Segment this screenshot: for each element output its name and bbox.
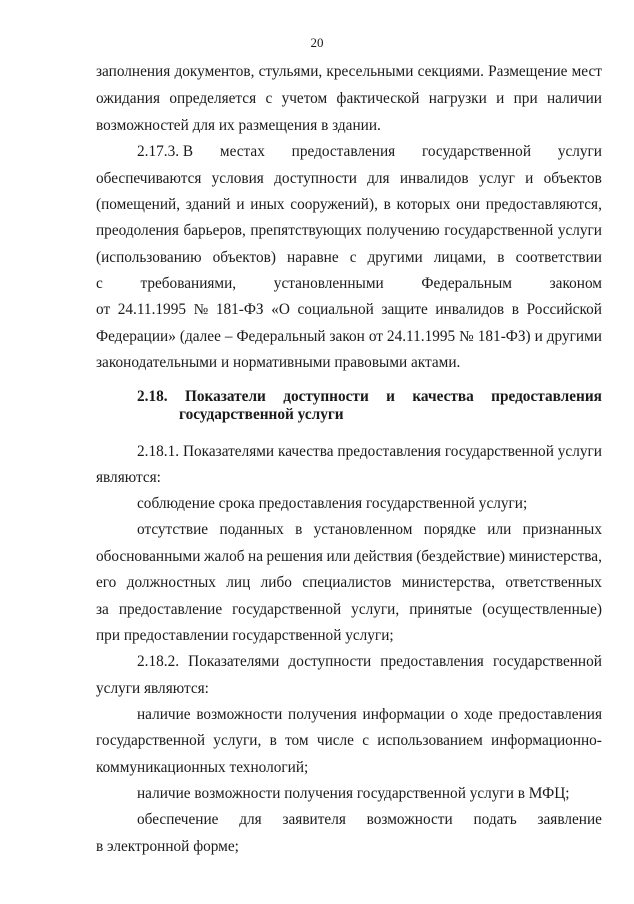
word: действия <box>353 548 413 565</box>
text-line <box>96 731 602 751</box>
word: том <box>285 732 309 749</box>
text-line <box>96 62 602 82</box>
text-line-justified <box>96 274 602 294</box>
word: с <box>265 90 273 107</box>
word: требованиями, <box>140 275 237 292</box>
word: в <box>295 521 303 538</box>
word: «О <box>271 301 290 318</box>
word: государственной <box>444 443 554 460</box>
word: законом <box>549 275 602 292</box>
word: № <box>459 328 474 345</box>
word: министерства, <box>508 548 602 565</box>
word: и <box>534 328 543 345</box>
word: поданных <box>219 521 284 538</box>
word: в <box>269 732 277 749</box>
word: соответствии <box>515 249 602 266</box>
word: (далее <box>179 328 221 345</box>
word: его <box>96 574 117 591</box>
word: Федеральный <box>236 328 326 345</box>
word: учетом <box>281 90 328 107</box>
word: на <box>248 548 263 565</box>
word: подать <box>473 811 517 828</box>
text-line <box>96 169 602 189</box>
word: предоставляются, <box>485 196 602 213</box>
word: секциями. <box>417 63 484 80</box>
word: о <box>450 706 459 723</box>
word: государственной <box>232 601 342 618</box>
heading-word: Показатели <box>184 388 266 405</box>
word: услуги, <box>351 601 400 618</box>
word: Показателями <box>182 443 275 460</box>
word: наравне <box>287 249 339 266</box>
text-line <box>96 547 602 567</box>
text-line <box>96 221 602 241</box>
word: нагрузки <box>428 90 487 107</box>
word: защите <box>381 301 428 318</box>
word: за <box>96 601 109 618</box>
word: использованием <box>377 732 483 749</box>
word: социальной <box>297 301 374 318</box>
word: от <box>368 328 383 345</box>
heading-word: доступности <box>283 388 369 405</box>
word: 2.18.2. <box>137 653 180 670</box>
word: или <box>326 548 351 565</box>
word: услуги <box>557 443 602 460</box>
word: качества <box>278 443 334 460</box>
word: с <box>349 249 357 266</box>
text-line <box>137 705 602 725</box>
word: 181-ФЗ) <box>477 328 531 345</box>
text-line <box>96 195 602 215</box>
word: должностных <box>126 574 216 591</box>
text-line <box>137 442 602 462</box>
heading-word: и <box>386 388 395 405</box>
word: Федеральным <box>421 275 512 292</box>
word: жалоб <box>203 548 245 565</box>
heading-word: 2.18. <box>137 388 168 405</box>
word: Федерации» <box>96 328 176 345</box>
word: возможности <box>196 706 283 723</box>
word: лицами, <box>433 249 487 266</box>
text-line <box>96 300 602 320</box>
word: сооружений), <box>290 196 378 213</box>
word: заявителя <box>282 811 346 828</box>
text-line <box>96 573 602 593</box>
word: предоставления <box>498 706 602 723</box>
page-number: 20 <box>310 35 324 50</box>
word: специалистов <box>302 574 392 591</box>
word: от <box>96 301 111 318</box>
word: заполнения <box>96 63 171 80</box>
word: обеспечиваются <box>96 170 202 187</box>
word: наличии <box>546 90 602 107</box>
word: установленными <box>273 275 384 292</box>
word: услуги <box>557 222 602 239</box>
word: условия <box>211 170 264 187</box>
word: определяется <box>169 90 257 107</box>
word: признанных <box>522 521 602 538</box>
word: установленном <box>313 521 413 538</box>
text-line: в электронной форме; <box>96 838 239 855</box>
heading-word: качества <box>412 388 474 405</box>
word: Показателями <box>188 653 280 670</box>
word: при <box>513 90 538 107</box>
word: – <box>224 328 233 345</box>
word: преодоления <box>96 222 179 239</box>
word: ходе <box>463 706 493 723</box>
word: доступности <box>288 653 372 670</box>
section-heading <box>137 387 602 407</box>
word: объектов <box>543 170 602 187</box>
text-line <box>137 520 602 540</box>
word: документов, <box>174 63 255 80</box>
word: информации <box>362 706 445 723</box>
word: или <box>487 521 512 538</box>
text-line: соблюдение срока предоставления государственной услуги; <box>137 495 528 512</box>
word: 24.11.1995 <box>117 301 187 318</box>
word: местах <box>219 143 265 160</box>
word: лиц <box>226 574 251 591</box>
word: числе <box>316 732 354 749</box>
word: другими <box>546 328 602 345</box>
word: препятствующих <box>250 222 362 239</box>
word: возможности <box>366 811 453 828</box>
text-line <box>96 600 602 620</box>
word: 24.11.1995 <box>386 328 456 345</box>
word: ответственных <box>505 574 602 591</box>
word: (бездействие) <box>416 548 506 565</box>
word: (осуществленные) <box>482 601 602 618</box>
text-line: при предоставлении государственной услуги; <box>96 627 394 644</box>
heading-word: предоставления <box>491 388 602 405</box>
word: № <box>193 301 209 318</box>
word: отсутствие <box>137 521 209 538</box>
word: они <box>456 196 481 213</box>
word: услуги, <box>213 732 262 749</box>
word: для <box>239 811 262 828</box>
word: в <box>497 249 505 266</box>
word: решения <box>266 548 323 565</box>
word: предоставления <box>337 443 441 460</box>
word: услуги <box>557 143 602 160</box>
text-line <box>96 327 602 347</box>
word: (использованию <box>96 249 202 266</box>
word: Размещение <box>488 63 568 80</box>
word: фактической <box>336 90 420 107</box>
section-heading-continuation: государственной услуги <box>179 406 344 423</box>
word: стульями, <box>258 63 323 80</box>
word: предоставления <box>291 143 396 160</box>
word: для <box>367 170 390 187</box>
word: с <box>96 275 103 292</box>
word: государственной <box>492 653 602 670</box>
word: инвалидов <box>435 301 505 318</box>
text-line: услуги являются: <box>96 680 209 697</box>
word: Российской <box>526 301 602 318</box>
text-line <box>137 652 602 672</box>
text-line: наличие возможности получения государственной услуги в МФЦ; <box>137 785 570 802</box>
word: иных <box>250 196 285 213</box>
word: информационно- <box>491 732 602 749</box>
word: зданий <box>185 196 231 213</box>
word: 181-ФЗ <box>215 301 264 318</box>
text-line-justified <box>137 142 602 162</box>
word: обеспечение <box>137 811 219 828</box>
word: заявление <box>537 811 602 828</box>
word: инвалидов <box>399 170 469 187</box>
word: предоставления <box>380 653 484 670</box>
text-line: коммуникационных технологий; <box>96 759 309 776</box>
word: мест <box>571 63 602 80</box>
text-line-justified <box>137 810 602 830</box>
word: и <box>236 196 245 213</box>
word: барьеров, <box>183 222 246 239</box>
word: обоснованными <box>96 548 201 565</box>
text-line: законодательными и нормативными правовыми актами. <box>96 354 461 371</box>
word: в <box>383 196 391 213</box>
word: (помещений, <box>96 196 181 213</box>
word: другими <box>367 249 423 266</box>
word: принятые <box>409 601 473 618</box>
word: государственной <box>444 222 554 239</box>
word: с <box>362 732 370 749</box>
word: объектов) <box>212 249 276 266</box>
text-line <box>96 248 602 268</box>
word: министерства, <box>401 574 495 591</box>
word: услуг <box>478 170 515 187</box>
word: кресельными <box>326 63 414 80</box>
word: порядке <box>423 521 476 538</box>
word: получению <box>366 222 440 239</box>
word: 2.18.1. <box>137 443 180 460</box>
word: государственной <box>96 732 206 749</box>
word: получения <box>288 706 357 723</box>
word: закон <box>329 328 365 345</box>
word: либо <box>260 574 292 591</box>
word: доступности <box>274 170 357 187</box>
word: предоставление <box>118 601 223 618</box>
word: и <box>525 170 534 187</box>
word: в <box>511 301 519 318</box>
word: ожидания <box>96 90 161 107</box>
word: которых <box>396 196 451 213</box>
text-line: являются: <box>96 469 161 486</box>
word: наличие <box>137 706 191 723</box>
word: и <box>496 90 505 107</box>
word: государственной <box>421 143 532 160</box>
text-line <box>96 89 602 109</box>
word: 2.17.3. В <box>137 143 194 160</box>
text-line: возможностей для их размещения в здании. <box>96 117 381 134</box>
